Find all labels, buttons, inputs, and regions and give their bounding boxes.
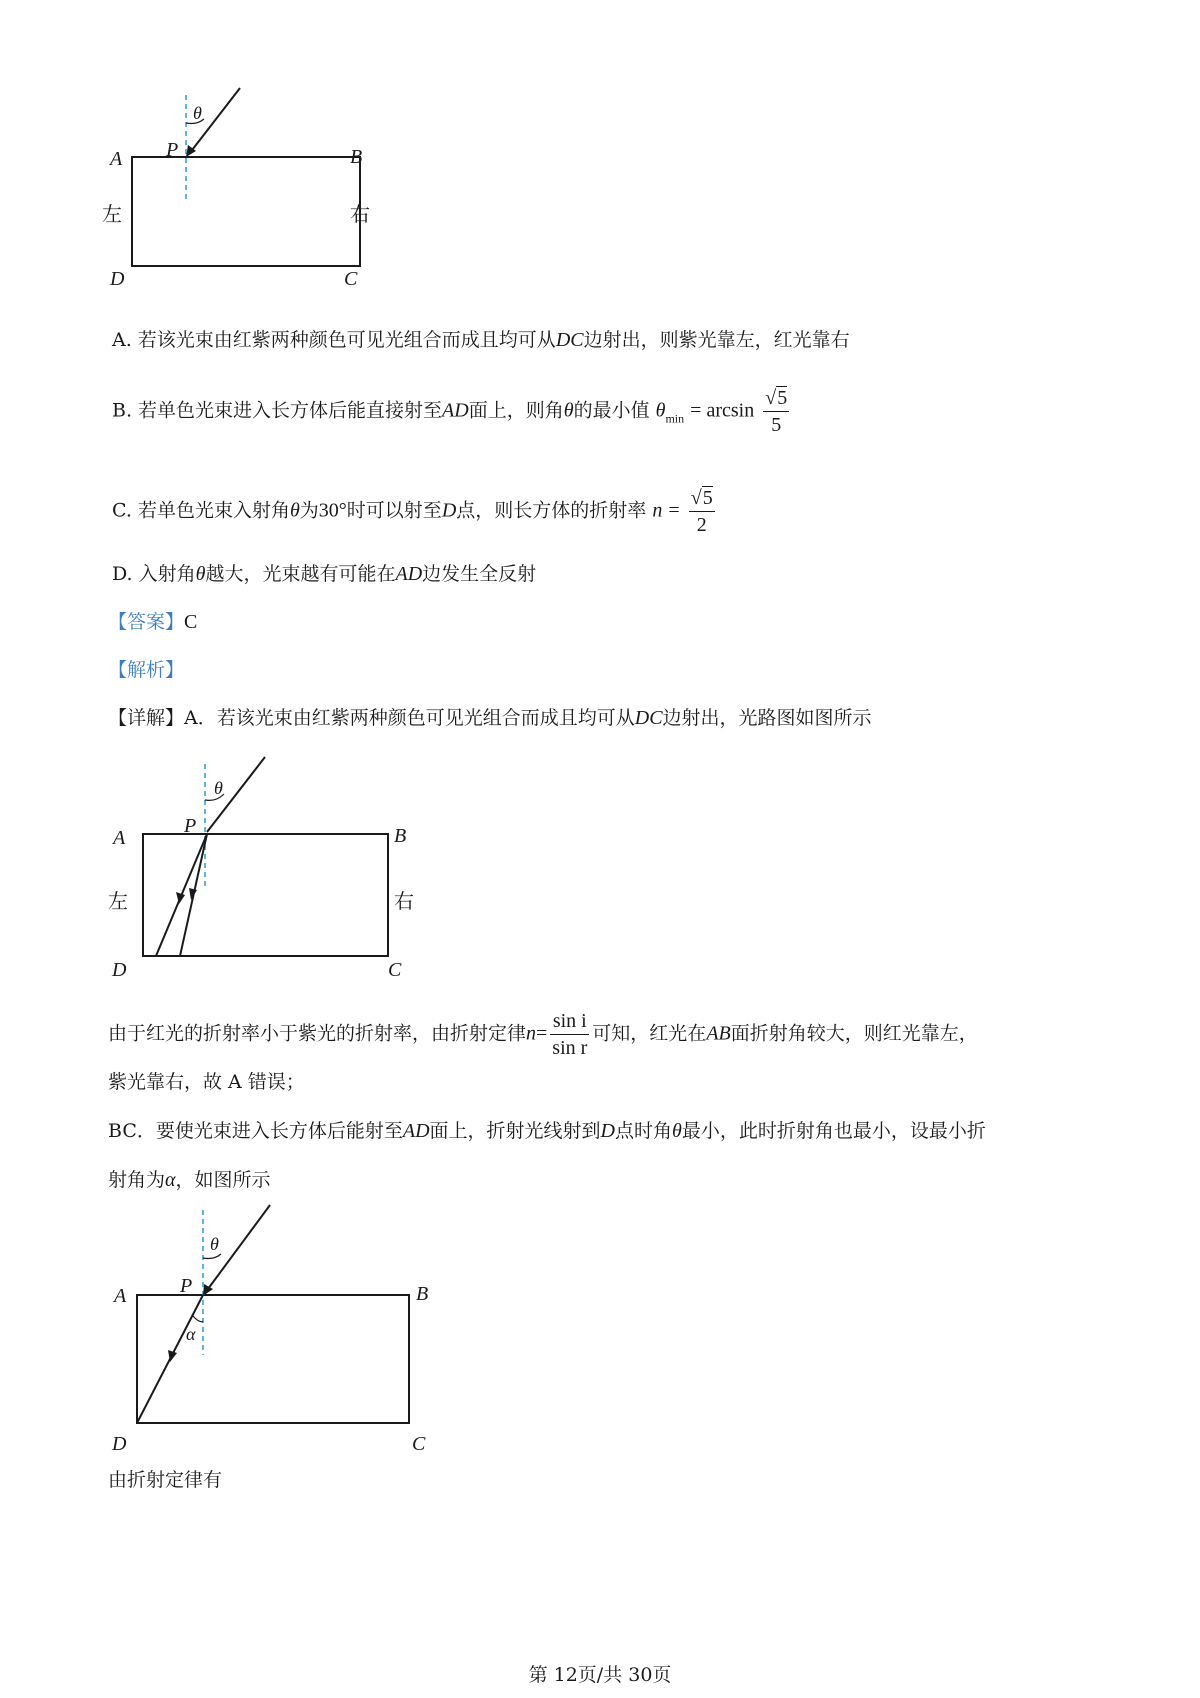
figure-3 <box>100 1200 440 1460</box>
angle-arc-theta <box>203 1254 221 1259</box>
label-B: B <box>394 825 407 847</box>
label-alpha: α <box>186 1324 196 1344</box>
para-3-line-2: 射角为α，如图所示 <box>108 1169 271 1191</box>
label-P: P <box>166 139 179 161</box>
label-right: 右 <box>394 889 414 913</box>
label-D: D <box>110 268 125 290</box>
label-P: P <box>184 815 197 837</box>
para-4: 由折射定律有 <box>108 1469 223 1491</box>
label-C: C <box>412 1433 426 1455</box>
figure-2 <box>100 752 430 987</box>
page-footer: 第 12页/共 30页 <box>528 1664 672 1686</box>
angle-arc-alpha <box>193 1316 203 1322</box>
para-3-line-1: BC．要使光束进入长方体后能射至AD面上，折射光线射到D点时角θ最小，此时折射角也最小，设最小折 <box>108 1120 986 1142</box>
box-rect <box>137 1295 409 1423</box>
option-a: A. 若该光束由红紫两种颜色可见光组合而成且均可从DC边射出，则紫光靠左，红光靠右 <box>112 329 850 351</box>
label-A: A <box>110 148 123 170</box>
label-B: B <box>350 146 363 168</box>
label-D: D <box>112 1433 127 1455</box>
label-theta: θ <box>193 103 202 123</box>
label-theta: θ <box>210 1234 219 1254</box>
label-C: C <box>388 959 402 981</box>
answer: 【答案】C <box>108 611 198 633</box>
arrow-head-left <box>176 892 185 904</box>
figure-1 <box>100 85 430 300</box>
label-left: 左 <box>102 202 122 226</box>
label-B: B <box>416 1283 429 1305</box>
para-2-line-2: 紫光靠右，故 A 错误； <box>108 1071 305 1093</box>
para-2-line-1: 由于红光的折射率小于紫光的折射率，由折射定律n= $\frac{\text{sin i}}{\text{sin r}}$ 可知，红光在AB面折射角较大，则红光靠左， <box>108 1010 978 1059</box>
label-right: 右 <box>350 202 370 226</box>
label-C: C <box>344 268 358 290</box>
fraction-sqrt5-over-2: $\frac{√5}{2}$ <box>690 487 713 536</box>
label-D: D <box>112 959 127 981</box>
fraction-sqrt5-over-5: $\frac{√5}{5}$ <box>765 387 788 436</box>
label-A: A <box>114 1285 127 1307</box>
option-b: B. 若单色光束进入长方体后能直接射至AD面上，则角θ的最小值 $\theta_{min} = \arcsin$ $\frac{√5}{5}$ <box>112 387 788 436</box>
option-d: D. 入射角θ越大，光束越有可能在AD边发生全反射 <box>112 563 537 585</box>
analysis-label: 【解析】 <box>108 659 185 681</box>
box-rect <box>132 157 360 266</box>
label-A: A <box>113 827 126 849</box>
label-left: 左 <box>108 889 128 913</box>
fraction-sin-i-over-sin-r: $\frac{\text{sin i}}{\text{sin r}}$ <box>552 1010 588 1059</box>
option-c: C. 若单色光束入射角θ为30°时可以射至D点，则长方体的折射率 n = $\frac{√5}{2}$ <box>112 487 713 536</box>
detail: 【详解】A．若该光束由红紫两种颜色可见光组合而成且均可从DC边射出，光路图如图所示 <box>108 707 872 729</box>
label-P: P <box>180 1275 193 1297</box>
label-theta: θ <box>214 778 223 798</box>
